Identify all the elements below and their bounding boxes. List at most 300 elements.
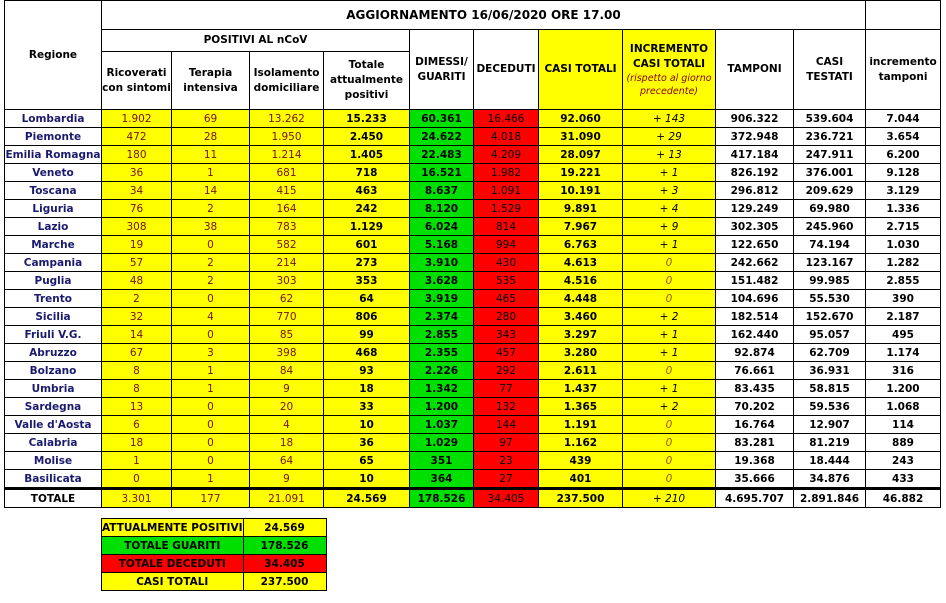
cell-tamponi: 104.696 <box>716 290 794 308</box>
cell-casi-totali: 4.516 <box>539 272 623 290</box>
cell-incremento: + 143 <box>623 110 716 128</box>
cell-region: Umbria <box>5 380 102 398</box>
cell-incremento-tamponi: 3.129 <box>866 182 941 200</box>
cell-incremento: + 3 <box>623 182 716 200</box>
cell-casi-testati: 376.001 <box>794 164 866 182</box>
cell-incremento-tamponi: 7.044 <box>866 110 941 128</box>
cell-casi-testati: 209.629 <box>794 182 866 200</box>
cell-tamponi: 83.435 <box>716 380 794 398</box>
cell-incremento: 0 <box>623 416 716 434</box>
cell-terapia: 1 <box>172 362 250 380</box>
cell-isolamento: 164 <box>250 200 324 218</box>
cell-dimessi: 24.622 <box>410 128 474 146</box>
cell-totale-positivi: 1.129 <box>324 218 410 236</box>
cell-region: Abruzzo <box>5 344 102 362</box>
cell-incremento: 0 <box>623 254 716 272</box>
cell-ricoverati: 13 <box>102 398 172 416</box>
cell-ricoverati: 32 <box>102 308 172 326</box>
cell-ricoverati: 57 <box>102 254 172 272</box>
cell-deceduti: 1.982 <box>474 164 539 182</box>
cell-tamponi: 162.440 <box>716 326 794 344</box>
cell-region: Veneto <box>5 164 102 182</box>
header-regione: Regione <box>5 1 102 110</box>
cell-dimessi: 364 <box>410 470 474 489</box>
cell-region: Lombardia <box>5 110 102 128</box>
cell-casi-totali: 28.097 <box>539 146 623 164</box>
cell-deceduti: 132 <box>474 398 539 416</box>
cell-terapia: 0 <box>172 290 250 308</box>
cell-casi-testati: 69.980 <box>794 200 866 218</box>
cell-isolamento: 21.091 <box>250 489 324 508</box>
cell-terapia: 1 <box>172 164 250 182</box>
table-row <box>5 416 941 434</box>
cell-casi-testati: 539.604 <box>794 110 866 128</box>
summary-label: TOTALE GUARITI <box>102 537 244 555</box>
cell-totale-positivi: 463 <box>324 182 410 200</box>
cell-casi-totali: 92.060 <box>539 110 623 128</box>
cell-dimessi: 16.521 <box>410 164 474 182</box>
summary-label: CASI TOTALI <box>102 573 244 591</box>
cell-isolamento: 783 <box>250 218 324 236</box>
cell-tamponi: 76.661 <box>716 362 794 380</box>
cell-tamponi: 182.514 <box>716 308 794 326</box>
header-incremento-tamponi: incremento tamponi <box>866 30 941 110</box>
cell-casi-totali: 439 <box>539 452 623 470</box>
cell-terapia: 38 <box>172 218 250 236</box>
cell-dimessi: 8.120 <box>410 200 474 218</box>
cell-casi-totali: 7.967 <box>539 218 623 236</box>
cell-totale-positivi: 2.450 <box>324 128 410 146</box>
cell-ricoverati: 180 <box>102 146 172 164</box>
cell-casi-testati: 236.721 <box>794 128 866 146</box>
cell-incremento: + 1 <box>623 380 716 398</box>
cell-dimessi: 5.168 <box>410 236 474 254</box>
cell-incremento: 0 <box>623 470 716 489</box>
cell-deceduti: 535 <box>474 272 539 290</box>
cell-isolamento: 13.262 <box>250 110 324 128</box>
cell-incremento: + 1 <box>623 344 716 362</box>
cell-tamponi: 417.184 <box>716 146 794 164</box>
cell-tamponi: 302.305 <box>716 218 794 236</box>
cell-totale-positivi: 273 <box>324 254 410 272</box>
table-row <box>5 470 941 489</box>
cell-deceduti: 23 <box>474 452 539 470</box>
cell-casi-testati: 74.194 <box>794 236 866 254</box>
cell-incremento-tamponi: 495 <box>866 326 941 344</box>
cell-region: Sicilia <box>5 308 102 326</box>
cell-ricoverati: 19 <box>102 236 172 254</box>
cell-incremento: 0 <box>623 362 716 380</box>
table-row <box>5 434 941 452</box>
cell-ricoverati: 472 <box>102 128 172 146</box>
cell-dimessi: 1.200 <box>410 398 474 416</box>
header-dimessi: DIMESSI/ GUARITI <box>410 30 474 110</box>
cell-totale-positivi: 65 <box>324 452 410 470</box>
cell-dimessi: 1.029 <box>410 434 474 452</box>
cell-incremento-tamponi: 1.068 <box>866 398 941 416</box>
cell-totale-positivi: 10 <box>324 470 410 489</box>
cell-deceduti: 280 <box>474 308 539 326</box>
cell-casi-testati: 12.907 <box>794 416 866 434</box>
cell-incremento: + 2 <box>623 398 716 416</box>
cell-terapia: 0 <box>172 398 250 416</box>
cell-ricoverati: 8 <box>102 362 172 380</box>
cell-casi-totali: 237.500 <box>539 489 623 508</box>
cell-totale-positivi: 36 <box>324 434 410 452</box>
cell-region: Trento <box>5 290 102 308</box>
table-row <box>5 326 941 344</box>
cell-tamponi: 151.482 <box>716 272 794 290</box>
cell-region: Molise <box>5 452 102 470</box>
cell-casi-testati: 34.876 <box>794 470 866 489</box>
cell-casi-totali: 9.891 <box>539 200 623 218</box>
cell-totale-positivi: 1.405 <box>324 146 410 164</box>
cell-dimessi: 22.483 <box>410 146 474 164</box>
cell-tamponi: 35.666 <box>716 470 794 489</box>
cell-dimessi: 3.910 <box>410 254 474 272</box>
cell-region: Emilia Romagna <box>5 146 102 164</box>
cell-region: Valle d'Aosta <box>5 416 102 434</box>
cell-incremento: + 1 <box>623 236 716 254</box>
cell-incremento-tamponi: 433 <box>866 470 941 489</box>
cell-casi-totali: 31.090 <box>539 128 623 146</box>
cell-region: Puglia <box>5 272 102 290</box>
header-isolamento: Isolamento domiciliare <box>250 52 324 110</box>
cell-isolamento: 84 <box>250 362 324 380</box>
cell-deceduti: 97 <box>474 434 539 452</box>
cell-isolamento: 4 <box>250 416 324 434</box>
cell-ricoverati: 1.902 <box>102 110 172 128</box>
cell-tamponi: 4.695.707 <box>716 489 794 508</box>
cell-tamponi: 92.874 <box>716 344 794 362</box>
cell-incremento: + 210 <box>623 489 716 508</box>
cell-tamponi: 129.249 <box>716 200 794 218</box>
cell-totale-positivi: 64 <box>324 290 410 308</box>
cell-ricoverati: 2 <box>102 290 172 308</box>
cell-dimessi: 6.024 <box>410 218 474 236</box>
header-deceduti: DECEDUTI <box>474 30 539 110</box>
table-row <box>5 452 941 470</box>
cell-casi-testati: 247.911 <box>794 146 866 164</box>
cell-incremento-tamponi: 114 <box>866 416 941 434</box>
cell-isolamento: 64 <box>250 452 324 470</box>
cell-isolamento: 398 <box>250 344 324 362</box>
summary-label: TOTALE DECEDUTI <box>102 555 244 573</box>
cell-incremento-tamponi: 316 <box>866 362 941 380</box>
cell-terapia: 3 <box>172 344 250 362</box>
cell-incremento-tamponi: 46.882 <box>866 489 941 508</box>
cell-ricoverati: 18 <box>102 434 172 452</box>
cell-totale-positivi: 18 <box>324 380 410 398</box>
cell-incremento-tamponi: 1.030 <box>866 236 941 254</box>
cell-totale-positivi: 353 <box>324 272 410 290</box>
cell-region: Toscana <box>5 182 102 200</box>
cell-ricoverati: 36 <box>102 164 172 182</box>
cell-isolamento: 582 <box>250 236 324 254</box>
cell-deceduti: 4.018 <box>474 128 539 146</box>
cell-incremento-tamponi: 3.654 <box>866 128 941 146</box>
header-tamponi: TAMPONI <box>716 30 794 110</box>
cell-ricoverati: 8 <box>102 380 172 398</box>
cell-casi-totali: 6.763 <box>539 236 623 254</box>
table-row <box>5 164 941 182</box>
cell-terapia: 2 <box>172 254 250 272</box>
cell-region: TOTALE <box>5 489 102 508</box>
cell-incremento-tamponi: 6.200 <box>866 146 941 164</box>
cell-incremento: + 1 <box>623 164 716 182</box>
table-row <box>5 344 941 362</box>
summary-value: 178.526 <box>243 537 326 555</box>
cell-incremento-tamponi: 889 <box>866 434 941 452</box>
cell-dimessi: 2.374 <box>410 308 474 326</box>
cell-casi-totali: 401 <box>539 470 623 489</box>
cell-totale-positivi: 99 <box>324 326 410 344</box>
cell-ricoverati: 308 <box>102 218 172 236</box>
cell-totale-positivi: 33 <box>324 398 410 416</box>
cell-region: Piemonte <box>5 128 102 146</box>
cell-incremento: + 9 <box>623 218 716 236</box>
cell-casi-totali: 2.611 <box>539 362 623 380</box>
cell-casi-testati: 55.530 <box>794 290 866 308</box>
cell-deceduti: 814 <box>474 218 539 236</box>
cell-incremento: 0 <box>623 452 716 470</box>
cell-region: Campania <box>5 254 102 272</box>
cell-incremento-tamponi: 243 <box>866 452 941 470</box>
cell-ricoverati: 0 <box>102 470 172 489</box>
cell-totale-positivi: 468 <box>324 344 410 362</box>
cell-incremento: + 1 <box>623 326 716 344</box>
summary-value: 34.405 <box>243 555 326 573</box>
cell-terapia: 0 <box>172 434 250 452</box>
cell-ricoverati: 3.301 <box>102 489 172 508</box>
cell-isolamento: 18 <box>250 434 324 452</box>
header-ricoverati: Ricoverati con sintomi <box>102 52 172 110</box>
cell-totale-positivi: 15.233 <box>324 110 410 128</box>
summary-row <box>102 555 327 573</box>
table-row <box>5 308 941 326</box>
cell-isolamento: 415 <box>250 182 324 200</box>
header-incremento-note: (rispetto al giorno precedente) <box>626 72 712 97</box>
cell-tamponi: 826.192 <box>716 164 794 182</box>
cell-incremento-tamponi: 1.174 <box>866 344 941 362</box>
cell-isolamento: 214 <box>250 254 324 272</box>
table-row <box>5 182 941 200</box>
cell-dimessi: 2.355 <box>410 344 474 362</box>
cell-isolamento: 681 <box>250 164 324 182</box>
summary-row <box>102 573 327 591</box>
cell-deceduti: 465 <box>474 290 539 308</box>
cell-terapia: 177 <box>172 489 250 508</box>
cell-deceduti: 27 <box>474 470 539 489</box>
cell-incremento-tamponi: 2.187 <box>866 308 941 326</box>
cell-casi-testati: 123.167 <box>794 254 866 272</box>
header-casi-totali: CASI TOTALI <box>539 30 623 110</box>
cell-isolamento: 1.950 <box>250 128 324 146</box>
cell-deceduti: 457 <box>474 344 539 362</box>
cell-deceduti: 34.405 <box>474 489 539 508</box>
cell-ricoverati: 76 <box>102 200 172 218</box>
cell-tamponi: 16.764 <box>716 416 794 434</box>
cell-region: Basilicata <box>5 470 102 489</box>
header-incremento <box>623 30 716 110</box>
cell-incremento: 0 <box>623 434 716 452</box>
cell-deceduti: 1.529 <box>474 200 539 218</box>
covid-regional-table <box>4 0 941 508</box>
cell-incremento: 0 <box>623 272 716 290</box>
cell-deceduti: 292 <box>474 362 539 380</box>
cell-casi-totali: 1.365 <box>539 398 623 416</box>
cell-incremento-tamponi: 1.282 <box>866 254 941 272</box>
cell-incremento-tamponi: 1.200 <box>866 380 941 398</box>
header-positivi-group: POSITIVI AL nCoV <box>102 30 410 52</box>
cell-casi-testati: 95.057 <box>794 326 866 344</box>
cell-deceduti: 16.466 <box>474 110 539 128</box>
cell-deceduti: 144 <box>474 416 539 434</box>
table-row <box>5 362 941 380</box>
cell-casi-testati: 245.960 <box>794 218 866 236</box>
cell-casi-totali: 3.297 <box>539 326 623 344</box>
cell-casi-testati: 58.815 <box>794 380 866 398</box>
table-row <box>5 218 941 236</box>
table-row <box>5 290 941 308</box>
table-row <box>5 398 941 416</box>
cell-deceduti: 4.209 <box>474 146 539 164</box>
cell-incremento: + 4 <box>623 200 716 218</box>
cell-tamponi: 122.650 <box>716 236 794 254</box>
page-title: AGGIORNAMENTO 16/06/2020 ORE 17.00 <box>102 1 866 30</box>
summary-row <box>102 537 327 555</box>
cell-dimessi: 1.342 <box>410 380 474 398</box>
summary-value: 24.569 <box>243 519 326 537</box>
cell-tamponi: 19.368 <box>716 452 794 470</box>
summary-value: 237.500 <box>243 573 326 591</box>
cell-terapia: 2 <box>172 200 250 218</box>
header-incremento-label: INCREMENTO CASI TOTALI <box>629 42 709 70</box>
table-row <box>5 236 941 254</box>
cell-isolamento: 303 <box>250 272 324 290</box>
cell-casi-testati: 59.536 <box>794 398 866 416</box>
cell-incremento-tamponi: 9.128 <box>866 164 941 182</box>
cell-isolamento: 9 <box>250 470 324 489</box>
header-totale-positivi: Totale attualmente positivi <box>324 52 410 110</box>
cell-tamponi: 296.812 <box>716 182 794 200</box>
cell-incremento-tamponi: 2.855 <box>866 272 941 290</box>
cell-totale-positivi: 242 <box>324 200 410 218</box>
cell-totale-positivi: 806 <box>324 308 410 326</box>
table-row <box>5 128 941 146</box>
cell-region: Friuli V.G. <box>5 326 102 344</box>
table-row <box>5 254 941 272</box>
cell-casi-totali: 19.221 <box>539 164 623 182</box>
cell-casi-testati: 2.891.846 <box>794 489 866 508</box>
cell-incremento: + 13 <box>623 146 716 164</box>
cell-casi-testati: 62.709 <box>794 344 866 362</box>
cell-casi-totali: 1.437 <box>539 380 623 398</box>
cell-ricoverati: 6 <box>102 416 172 434</box>
cell-casi-totali: 3.460 <box>539 308 623 326</box>
cell-deceduti: 77 <box>474 380 539 398</box>
cell-casi-totali: 10.191 <box>539 182 623 200</box>
cell-deceduti: 994 <box>474 236 539 254</box>
cell-deceduti: 430 <box>474 254 539 272</box>
cell-incremento: + 29 <box>623 128 716 146</box>
table-row <box>5 200 941 218</box>
cell-dimessi: 178.526 <box>410 489 474 508</box>
cell-isolamento: 20 <box>250 398 324 416</box>
header-blank <box>866 1 941 30</box>
cell-casi-totali: 1.191 <box>539 416 623 434</box>
cell-terapia: 1 <box>172 380 250 398</box>
cell-terapia: 0 <box>172 416 250 434</box>
cell-casi-totali: 1.162 <box>539 434 623 452</box>
cell-terapia: 11 <box>172 146 250 164</box>
cell-totale-positivi: 93 <box>324 362 410 380</box>
cell-casi-testati: 18.444 <box>794 452 866 470</box>
header-terapia: Terapia intensiva <box>172 52 250 110</box>
cell-deceduti: 343 <box>474 326 539 344</box>
cell-terapia: 69 <box>172 110 250 128</box>
cell-dimessi: 2.855 <box>410 326 474 344</box>
cell-dimessi: 60.361 <box>410 110 474 128</box>
cell-incremento-tamponi: 2.715 <box>866 218 941 236</box>
cell-region: Bolzano <box>5 362 102 380</box>
table-row <box>5 272 941 290</box>
cell-incremento: + 2 <box>623 308 716 326</box>
cell-terapia: 0 <box>172 452 250 470</box>
cell-casi-totali: 4.448 <box>539 290 623 308</box>
cell-casi-testati: 152.670 <box>794 308 866 326</box>
cell-isolamento: 1.214 <box>250 146 324 164</box>
cell-deceduti: 1.091 <box>474 182 539 200</box>
summary-row <box>102 519 327 537</box>
cell-totale-positivi: 24.569 <box>324 489 410 508</box>
cell-casi-testati: 99.985 <box>794 272 866 290</box>
cell-region: Sardegna <box>5 398 102 416</box>
cell-dimessi: 351 <box>410 452 474 470</box>
table-row <box>5 110 941 128</box>
cell-tamponi: 906.322 <box>716 110 794 128</box>
cell-totale-positivi: 718 <box>324 164 410 182</box>
cell-terapia: 4 <box>172 308 250 326</box>
cell-terapia: 28 <box>172 128 250 146</box>
cell-tamponi: 70.202 <box>716 398 794 416</box>
cell-terapia: 0 <box>172 326 250 344</box>
cell-region: Liguria <box>5 200 102 218</box>
cell-casi-testati: 36.931 <box>794 362 866 380</box>
cell-dimessi: 8.637 <box>410 182 474 200</box>
cell-dimessi: 3.628 <box>410 272 474 290</box>
summary-label: ATTUALMENTE POSITIVI <box>102 519 244 537</box>
cell-isolamento: 85 <box>250 326 324 344</box>
cell-isolamento: 9 <box>250 380 324 398</box>
cell-ricoverati: 67 <box>102 344 172 362</box>
cell-region: Calabria <box>5 434 102 452</box>
cell-incremento: 0 <box>623 290 716 308</box>
cell-incremento-tamponi: 1.336 <box>866 200 941 218</box>
cell-terapia: 2 <box>172 272 250 290</box>
cell-incremento-tamponi: 390 <box>866 290 941 308</box>
cell-ricoverati: 1 <box>102 452 172 470</box>
cell-casi-totali: 4.613 <box>539 254 623 272</box>
cell-isolamento: 62 <box>250 290 324 308</box>
cell-casi-testati: 81.219 <box>794 434 866 452</box>
cell-totale-positivi: 601 <box>324 236 410 254</box>
cell-isolamento: 770 <box>250 308 324 326</box>
cell-totale-positivi: 10 <box>324 416 410 434</box>
cell-casi-totali: 3.280 <box>539 344 623 362</box>
header-casi-testati: CASI TESTATI <box>794 30 866 110</box>
cell-dimessi: 2.226 <box>410 362 474 380</box>
